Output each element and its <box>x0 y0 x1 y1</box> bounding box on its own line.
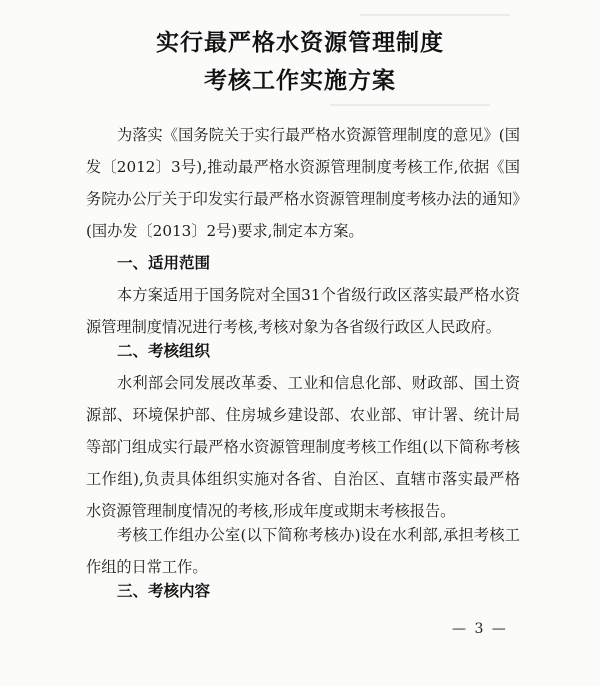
document-title-line2: 考核工作实施方案 <box>204 68 396 94</box>
document-title-line1: 实行最严格水资源管理制度 <box>156 30 444 56</box>
section3-heading: 三、考核内容 <box>117 582 211 600</box>
section1-heading: 一、适用范围 <box>117 254 211 272</box>
section2-paragraph-1: 水利部会同发展改革委、工业和信息化部、财政部、国土资源部、环境保护部、住房城乡建设部、农业部、审计署、统计局等部门组成实行最严格水资源管理制度考核工作组(以下简称考核工作组),负责具体组织实施对各省、自治区、直辖市落实最严格水资源管理制度情况的考核,形成年度或期末考核报告。 <box>86 374 520 520</box>
page-number: — 3 — <box>452 621 508 637</box>
section1-paragraph: 本方案适用于国务院对全国31个省级行政区落实最严格水资源管理制度情况进行考核,考核对象为各省级行政区人民政府。 <box>86 286 520 336</box>
intro-paragraph: 为落实《国务院关于实行最严格水资源管理制度的意见》(国发〔2012〕3号),推动最严格水资源管理制度考核工作,依据《国务院办公厅关于印发实行最严格水资源管理制度考核办法的通知》(国办发〔2013〕2号)要求,制定本方案。 <box>86 126 520 240</box>
bleed-through-mark <box>360 14 510 16</box>
section2-paragraph-2: 考核工作组办公室(以下简称考核办)设在水利部,承担考核工作组的日常工作。 <box>86 526 520 576</box>
bleed-through-mark <box>330 104 490 106</box>
section2-heading: 二、考核组织 <box>117 342 211 360</box>
